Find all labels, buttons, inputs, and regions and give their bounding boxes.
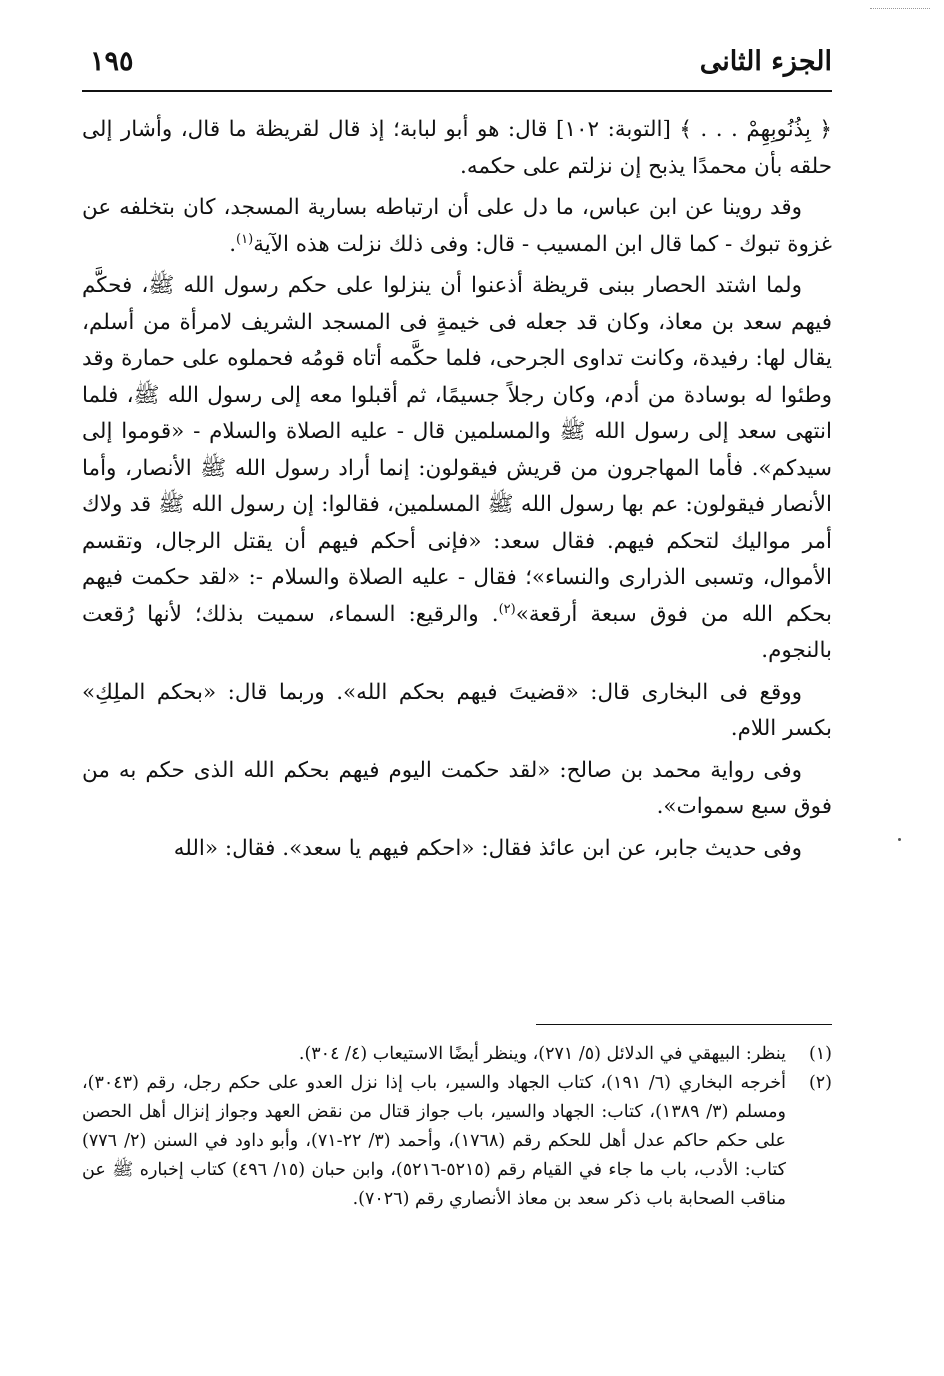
footnote [82, 1069, 832, 1214]
footnote-number: (١) [808, 1044, 832, 1064]
main-text [82, 112, 832, 867]
paragraph [82, 112, 832, 185]
page-number: ١٩٥ [90, 46, 134, 77]
paragraph: ولما اشتد الحصار ببنى قريظة أذعنوا أن ينزلوا على حكم رسول الله ﷺ، فحكَّم فيهم سعد بن معاذ، وكان قد جعله فى خيمةٍ فى المسجد الشريف لامرأة من أسلم، يقال لها: رفيدة، وكانت تداوى الجرحى، فلما حكَّمه أتاه قومُه فحملوه على حمارة وقد وطئوا له بوسادة من أدم، وكان رجلاً جسيمًا، ثم أقبلوا معه إلى رسول الله ﷺ، فلما انتهى سعد إلى رسول الله ﷺ والمسلمين قال - عليه الصلاة والسلام - «قوموا إلى سيدكم». فأما المهاجرون من قريش فيقولون: إنما أراد رسول الله ﷺ الأنصار، وأما الأنصار فيقولون: عم بها رسول الله ﷺ المسلمين، فقالوا: إن رسول الله ﷺ قد ولاك أمر مواليك لتحكم فيهم. فقال سعد: «فإنى أحكم فيهم أن يقتل الرجال، وتقسم الأموال، وتسبى الذرارى والنساء»؛ فقال - عليه الصلاة والسلام -: «لقد حكمت فيهم بحكم الله من فوق سبعة أرقعة»$^{(٢)}$. والرقيع: السماء، سميت بذلك؛ لأنها رُقعت بالنجوم. [82, 273, 833, 663]
paragraph [82, 831, 832, 868]
paragraph [82, 753, 832, 826]
paragraph-text: وفى رواية محمد بن صالح: «لقد حكمت اليوم فيهم بحكم الله الذى حكم به من فوق سبع سموات». [82, 757, 832, 819]
footnote-number: (٢) [808, 1073, 832, 1093]
paragraph [82, 675, 832, 748]
scan-speck [898, 838, 901, 841]
footnotes [82, 1040, 832, 1214]
paragraph-text: ولما اشتد الحصار ببنى قريظة أذعنوا أن ينزلوا على حكم رسول الله ﷺ، فحكَّم فيهم سعد بن معاذ، وكان قد جعله فى خيمةٍ فى المسجد الشريف لامرأة من أسلم، يقال لها: رفيدة، وكانت تداوى الجرحى، فلما حكَّمه أتاه قومُه فحملوه على حمارة وقد وطئوا له بوسادة من أدم، وكان رجلاً جسيمًا، ثم أقبلوا معه إلى رسول الله ﷺ، فلما انتهى سعد إلى رسول الله ﷺ والمسلمين قال - عليه الصلاة والسلام - «قوموا إلى سيدكم». فأما المهاجرون من قريش فيقولون: إنما أراد رسول الله ﷺ الأنصار، وأما الأنصار فيقولون: عم بها رسول الله ﷺ المسلمين، فقالوا: إن رسول الله ﷺ قد ولاك أمر مواليك لتحكم فيهم. فقال سعد: «فإنى أحكم فيهم أن يقتل الرجال، وتقسم الأموال، وتسبى الذرارى والنساء»؛ فقال - عليه الصلاة والسلام -: «لقد حكمت فيهم بحكم الله من فوق سبعة أرقعة» [82, 273, 833, 627]
paragraph-text: وفى حديث جابر، عن ابن عائذ فقال: «احكم فيهم يا سعد». فقال: «الله [173, 835, 802, 861]
paragraph-text: ووقع فى البخارى قال: «قضيتَ فيهم بحكم الله». وربما قال: «بحكم الملِكِ» بكسر اللام. [82, 679, 832, 741]
footnote [82, 1040, 832, 1069]
page-header [82, 40, 832, 92]
footnote-ref: (١) [236, 231, 254, 247]
footnote-ref: (٢) [498, 601, 516, 617]
paragraph-text: والرقيع: السماء، سميت بذلك؛ لأنها رُقعت بالنجوم. [82, 601, 832, 663]
scan-edge-mark [870, 8, 930, 9]
paragraph-text: ﴿ بِذُنُوبِهِمْ . . . ﴾ [التوبة: ١٠٢] قال: هو أبو لبابة؛ إذ قال لقريظة ما قال، وأشار إلى حلقه بأن محمدًا يذبح إن نزلتم على حكمه. [82, 117, 832, 179]
paragraph: وقد روينا عن ابن عباس، ما دل على أن ارتباطه بسارية المسجد، كان بتخلفه عن غزوة تبوك - كما قال ابن المسيب - قال: وفى ذلك نزلت هذه الآية$^{(١)}$. [82, 195, 832, 257]
footnote-text: ينظر: البيهقي في الدلائل (٥/ ٢٧١)، وينظر أيضًا الاستيعاب (٤/ ٣٠٤). [298, 1044, 786, 1064]
footnote-separator [536, 1024, 832, 1025]
paragraph-text: وقد روينا عن ابن عباس، ما دل على أن ارتباطه بسارية المسجد، كان بتخلفه عن غزوة تبوك - كما قال ابن المسيب - قال: وفى ذلك نزلت هذه الآية [82, 195, 832, 257]
running-head: الجزء الثانى [699, 46, 832, 77]
footnote-text: أخرجه البخاري (٦/ ١٩١)، كتاب الجهاد والسير، باب إذا نزل العدو على حكم رجل، رقم (٣٠٤٣)، ومسلم (٣/ ١٣٨٩)، كتاب: الجهاد والسير، باب جواز قتال من نقض العهد وجواز إنزال أهل الحصن على حكم حاكم عدل أهل للحكم رقم (١٧٦٨)، وأحمد (٣/ ٢٢-٧١)، وأبو داود في السنن (٢/ ٧٧٦) كتاب: الأدب، باب ما جاء في القيام رقم (٥٢١٥-٥٢١٦)، وابن حبان (١٥/ ٤٩٦) كتاب إخباره ﷺ عن مناقب الصحابة باب ذكر سعد بن معاذ الأنصاري رقم (٧٠٢٦). [82, 1073, 787, 1209]
